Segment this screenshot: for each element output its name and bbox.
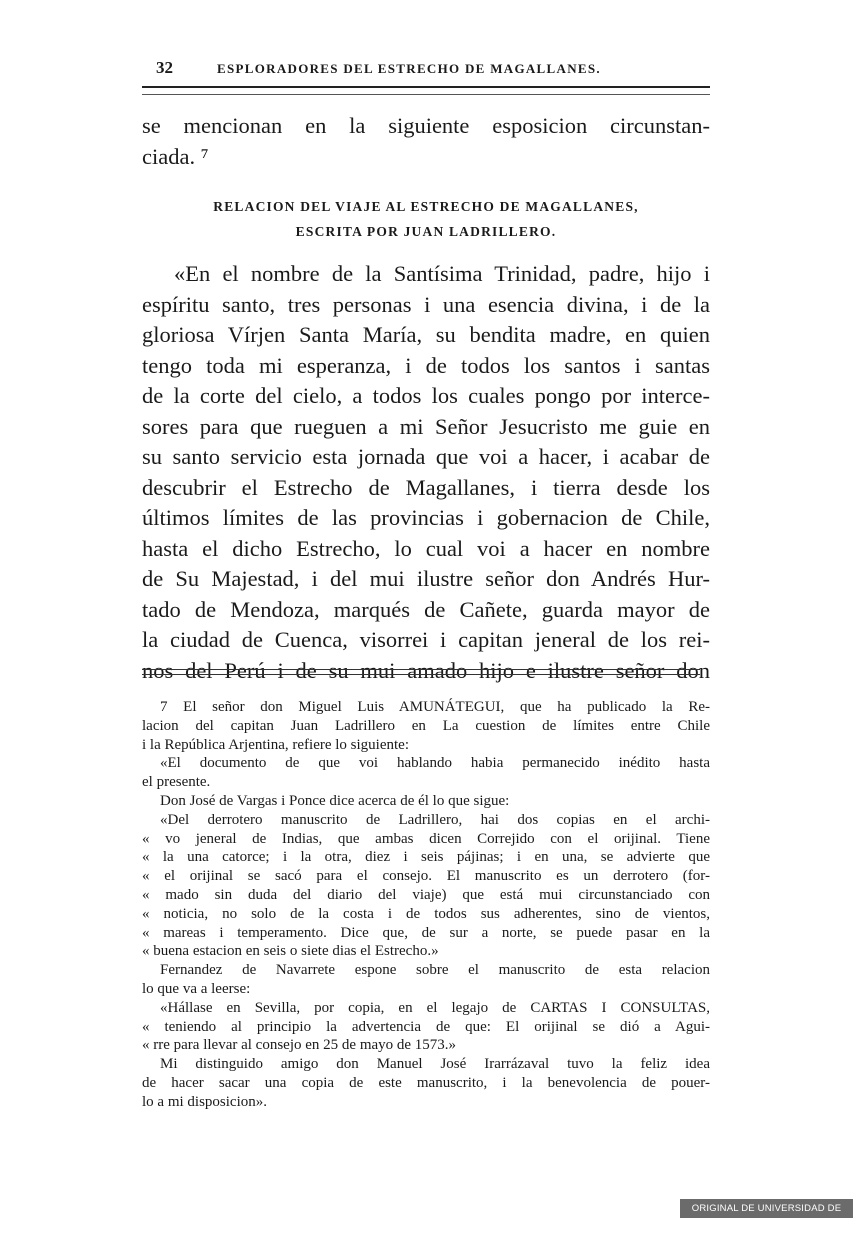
footnote-line: « noticia, no solo de la costa i de todos sus adherentes, sino de vientos, xyxy=(142,905,710,922)
text-line: sores para que rueguen a mi Señor Jesucristo me guie en xyxy=(142,413,710,439)
header-rule xyxy=(142,86,710,95)
footnote-line: « la una catorce; i la otra, diez i seis pájinas; i en una, se advierte que xyxy=(142,849,710,866)
text-line: se mencionan en la siguiente esposicion circunstan- xyxy=(142,113,710,138)
footnote-line: de hacer sacar una copia de este manuscrito, i la benevolencia de pouer- xyxy=(142,1074,710,1091)
main-paragraph xyxy=(142,259,710,686)
text-line: hasta el dicho Estrecho, lo cual voi a hacer en nombre xyxy=(142,535,710,561)
text-line: su santo servicio esta jornada que voi a hacer, i acabar de xyxy=(142,444,710,469)
footnote-line: « mareas i temperamento. Dice que, de sur a norte, se puede pasar en la xyxy=(142,924,710,941)
intro-paragraph xyxy=(142,111,710,172)
footnote-line: «El documento de que voi hablando habia permanecido inédito hasta xyxy=(160,755,710,772)
text-line: ciada. ⁷ xyxy=(142,143,209,169)
text-line: tado de Mendoza, marqués de Cañete, guarda mayor de xyxy=(142,596,710,622)
footnotes xyxy=(142,698,710,1112)
footnote-line: « mado sin duda del diario del viaje) que está mui circunstanciado con xyxy=(142,886,710,903)
section-title-line: ESCRITA POR JUAN LADRILLERO. xyxy=(295,224,557,239)
running-header xyxy=(142,56,710,82)
page-number: 32 xyxy=(156,58,173,77)
text-line: de Su Majestad, i del mui ilustre señor don Andrés Hur- xyxy=(142,566,710,591)
footnote-line: « teniendo al principio la advertencia de que: El orijinal se dió a Agui- xyxy=(142,1018,710,1035)
footnote-line: 7 El señor don Miguel Luis AMUNÁTEGUI, que ha publicado la Re- xyxy=(160,699,710,715)
text-line: nos del Perú i de su mui amado hijo e ilustre señor don xyxy=(142,657,710,683)
footnote-line: « vo jeneral de Indias, que ambas dicen Correjido con el orijinal. Tiene xyxy=(142,830,710,847)
library-stamp: ORIGINAL DE UNIVERSIDAD DE CHILE xyxy=(680,1199,853,1218)
text-line: la ciudad de Cuenca, visorrei i capitan jeneral de los rei- xyxy=(142,627,710,652)
footnote-line: « rre para llevar al consejo en 25 de mayo de 1573.» xyxy=(142,1037,457,1054)
text-line: descubrir el Estrecho de Magallanes, i tierra desde los xyxy=(142,474,710,500)
footnote-line: el presente. xyxy=(142,774,211,791)
footnote-line: «Hállase en Sevilla, por copia, en el legajo de CARTAS I CONSULTAS, xyxy=(160,999,710,1016)
section-title xyxy=(142,194,710,244)
footnote-line: « buena estacion en seis o siete dias el Estrecho.» xyxy=(142,943,439,960)
footnote-line: «Del derrotero manuscrito de Ladrillero, hai dos copias en el archi- xyxy=(160,811,710,828)
footnote-line: Fernandez de Navarrete espone sobre el manuscrito de esta relacion xyxy=(160,962,710,979)
footnote-line: lacion del capitan Juan Ladrillero en La cuestion de límites entre Chile xyxy=(142,717,710,734)
section-title-line: RELACION DEL VIAJE AL ESTRECHO DE MAGALLANES, xyxy=(213,199,639,214)
running-title: ESPLORADORES DEL ESTRECHO DE MAGALLANES. xyxy=(217,61,601,76)
footnote-line: Don José de Vargas i Ponce dice acerca de él lo que sigue: xyxy=(160,792,510,809)
footnote-line: « el orijinal se sacó para el consejo. El manuscrito es un derrotero (for- xyxy=(142,868,710,885)
text-line: gloriosa Vírjen Santa María, su bendita madre, en quien xyxy=(142,322,710,347)
text-line: tengo toda mi esperanza, i de todos los santos i santas xyxy=(142,352,710,378)
text-line: últimos límites de las provincias i gobernacion de Chile, xyxy=(142,505,710,530)
footnote-line: lo a mi disposicion». xyxy=(142,1093,267,1110)
footnote-line: Mi distinguido amigo don Manuel José Irarrázaval tuvo la feliz idea xyxy=(160,1056,710,1073)
footnote-line: i la República Arjentina, refiere lo siguiente: xyxy=(142,736,409,753)
text-line: de la corte del cielo, a todos los cuales pongo por interce- xyxy=(142,383,710,408)
text-line: «En el nombre de la Santísima Trinidad, padre, hijo i xyxy=(174,261,710,286)
text-line: espíritu santo, tres personas i una esencia divina, i de la xyxy=(142,291,710,317)
footnote-line: lo que va a leerse: xyxy=(142,980,251,997)
footnote-rule xyxy=(142,669,700,675)
